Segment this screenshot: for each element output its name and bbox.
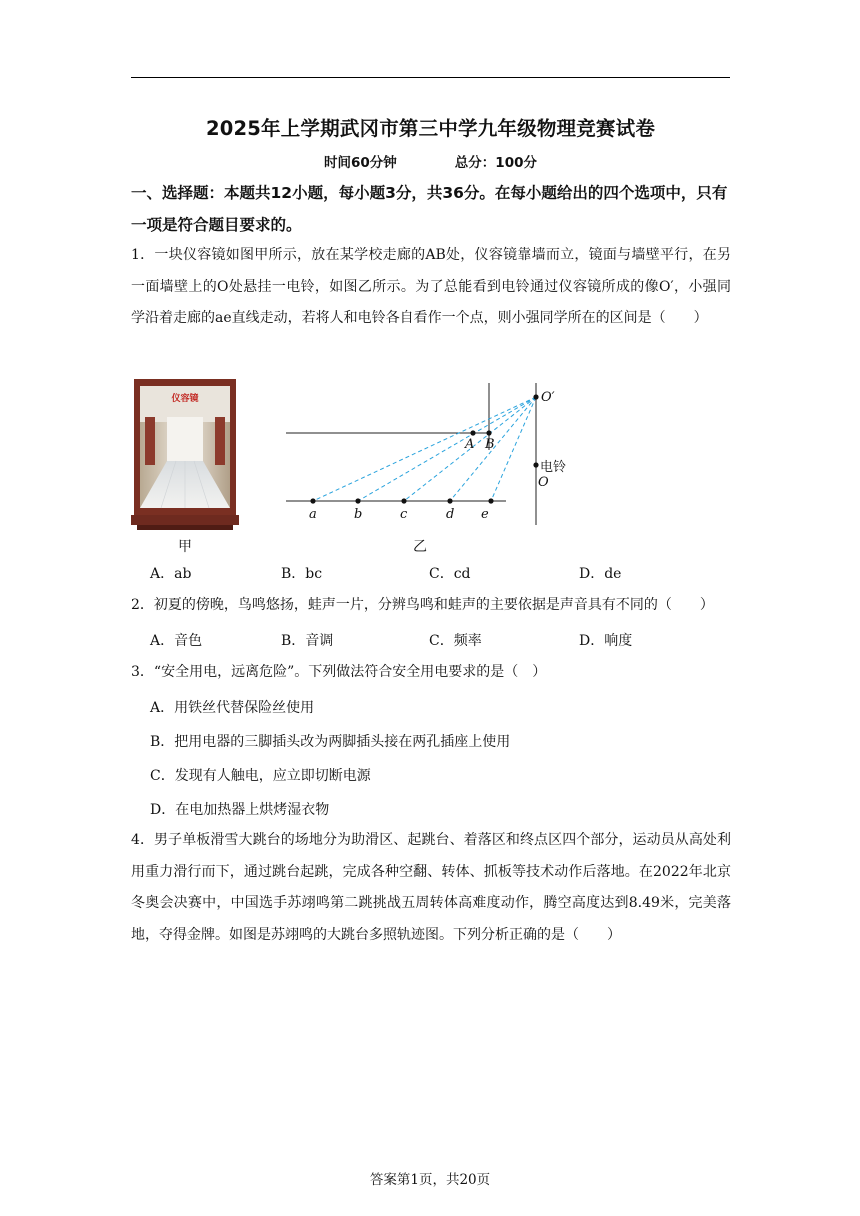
q2-option-d[interactable]: D．响度 <box>579 633 633 649</box>
label-e: e <box>481 507 489 522</box>
label-point-A: A <box>465 437 475 452</box>
q3-option-d[interactable]: D．在电加热器上烘烤湿衣物 <box>150 802 330 818</box>
figure-caption-yi: 乙 <box>413 539 427 555</box>
page-footer: 答案第1页，共20页 <box>369 1172 491 1188</box>
mirror-sign-text: 仪容镜 <box>171 394 199 404</box>
mirror-diagram <box>280 375 580 530</box>
header-rule <box>131 77 730 78</box>
label-point-B: B <box>485 437 495 452</box>
q3-option-a[interactable]: A．用铁丝代替保险丝使用 <box>150 700 315 716</box>
q1-option-c[interactable]: C．cd <box>429 566 471 582</box>
question-4-text: 4．男子单板滑雪大跳台的场地分为助滑区、起跳台、着落区和终点区四个部分，运动员从高处利用重力滑行而下，通过跳台起跳，完成各种空翻、转体、抓板等技术动作后落地。在2022年北京冬奥会决赛中，中国选手苏翊鸣第二跳挑战五周转体高难度动作，腾空高度达到8.49米，完美落地，夺得金牌。如图是苏翊鸣的大跳台多照轨迹图。下列分析正确的是（ ） <box>131 832 731 943</box>
label-a: a <box>309 507 317 522</box>
q2-option-a[interactable]: A．音色 <box>150 633 203 649</box>
page-title: 2025年上学期武冈市第三中学九年级物理竞赛试卷 <box>205 117 656 140</box>
q3-option-b[interactable]: B．把用电器的三脚插头改为两脚插头接在两孔插座上使用 <box>150 734 511 750</box>
q1-option-d[interactable]: D．de <box>579 566 622 582</box>
q3-option-c[interactable]: C．发现有人触电，应立即切断电源 <box>150 768 371 784</box>
label-d: d <box>446 507 455 522</box>
question-1-text: 1．一块仪容镜如图甲所示，放在某学校走廊的AB处，仪容镜靠墙而立，镜面与墙壁平行，在另一面墙壁上的O处悬挂一电铃，如图乙所示。为了总能看到电铃通过仪容镜所成的像O′，小强同学沿着走廊的ae直线走动，若将人和电铃各自看作一个点，则小强同学所在的区间是（ ） <box>131 247 731 326</box>
label-point-O: O <box>538 475 549 490</box>
q2-option-c[interactable]: C．频率 <box>429 633 482 649</box>
section-heading: 一、选择题：本题共12小题，每小题3分，共36分。在每小题给出的四个选项中，只有一项是符合题目要求的。 <box>131 184 728 234</box>
question-3-text: 3．“安全用电，远离危险”。下列做法符合安全用电要求的是（ ） <box>131 664 547 680</box>
exam-time: 时间60分钟 <box>324 155 397 171</box>
question-2-text: 2．初夏的傍晚，鸟鸣悠扬，蛙声一片，分辨鸟鸣和蛙声的主要依据是声音具有不同的（ ） <box>131 597 714 613</box>
q2-option-b[interactable]: B．音调 <box>281 633 334 649</box>
exam-meta <box>131 151 730 171</box>
figure-caption-jia: 甲 <box>178 539 192 555</box>
q1-option-b[interactable]: B．bc <box>281 566 323 582</box>
q1-option-a[interactable]: A．ab <box>150 566 192 582</box>
exam-total-score: 总分：100分 <box>454 155 537 171</box>
label-c: c <box>400 507 408 522</box>
label-b: b <box>354 507 363 522</box>
label-bell: 电铃 <box>540 460 567 475</box>
mirror-photo <box>131 377 239 531</box>
label-o-prime: O′ <box>541 390 555 405</box>
